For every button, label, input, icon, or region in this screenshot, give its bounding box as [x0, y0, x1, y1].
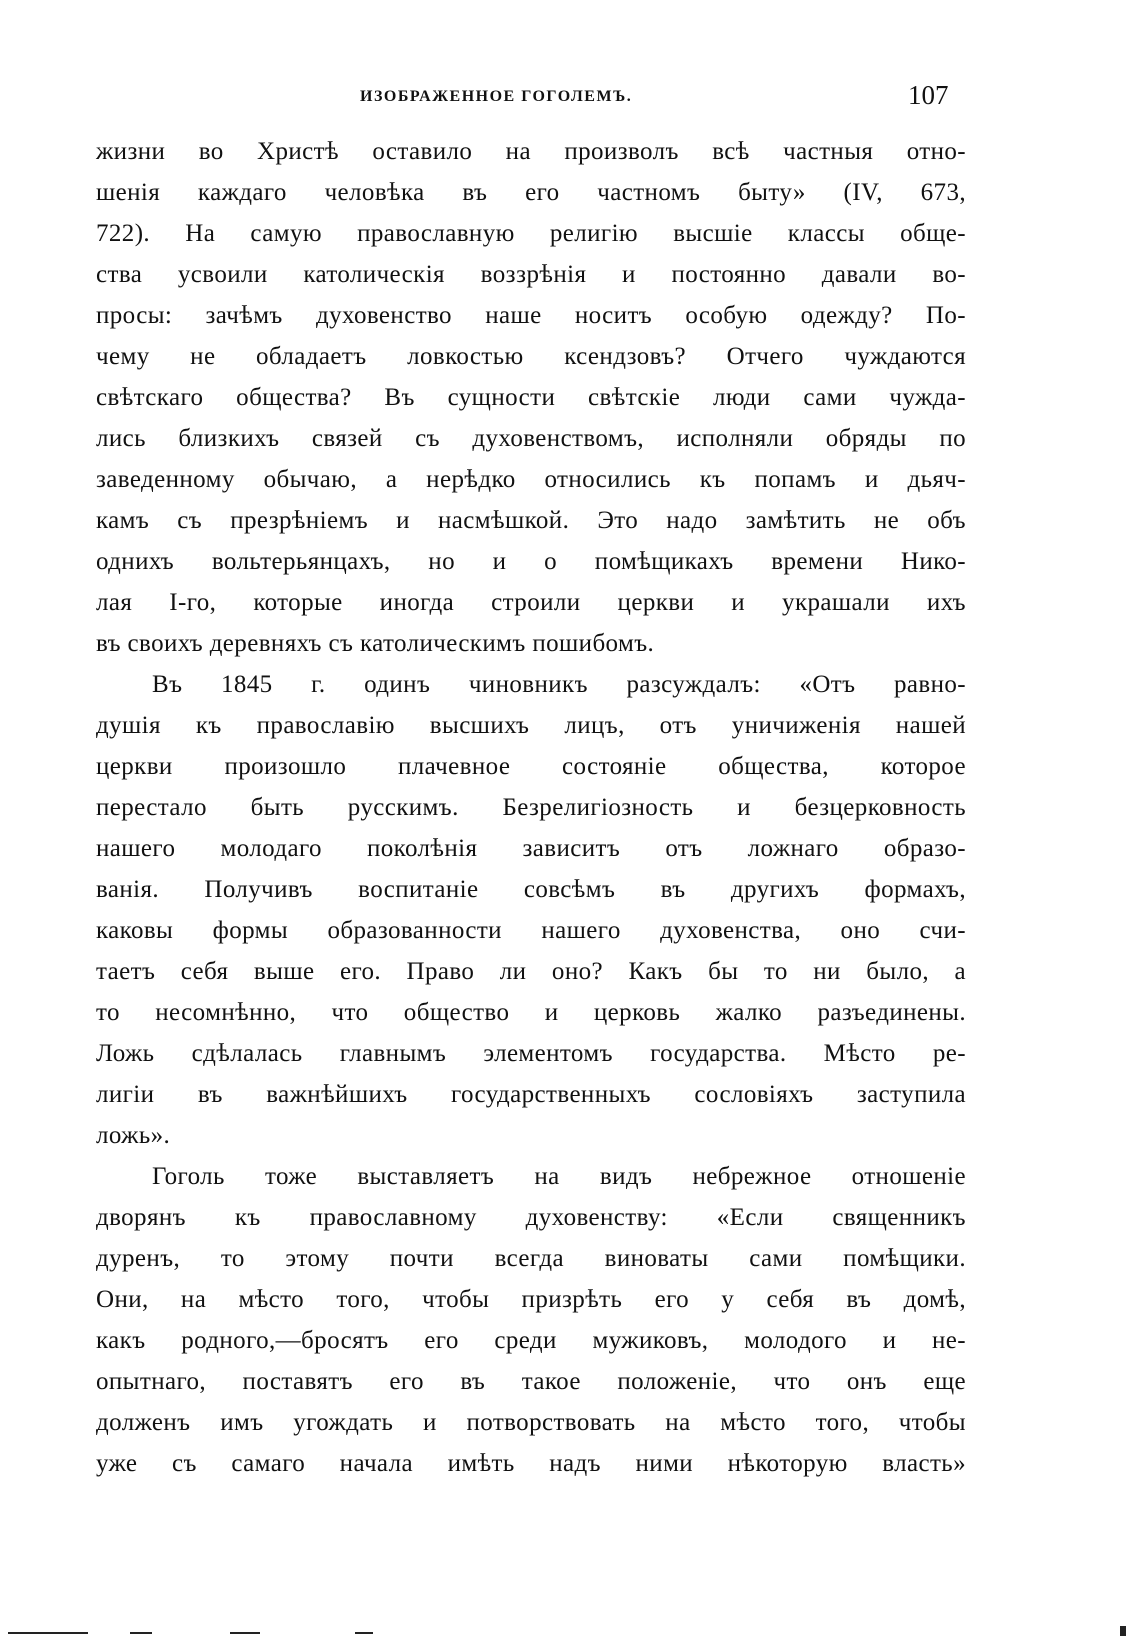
scan-edge-artifacts — [0, 1620, 1140, 1650]
text-line: ванія. Получивъ воспитаніе совсѣмъ въ другихъ формахъ, — [96, 876, 966, 903]
text-line: душія къ православію высшихъ лицъ, отъ уничиженія нашей — [96, 712, 966, 739]
text-line: таетъ себя выше его. Право ли оно? Какъ бы то ни было, а — [96, 958, 966, 985]
text-line: свѣтскаго общества? Въ сущности свѣтскіе люди сами чужда- — [96, 384, 966, 411]
text-line: Они, на мѣсто того, чтобы призрѣть его у себя въ домѣ, — [96, 1286, 966, 1313]
text-line: камъ съ презрѣніемъ и насмѣшкой. Это надо замѣтить не объ — [96, 507, 966, 534]
scan-mark — [355, 1632, 373, 1634]
text-line: каковы формы образованности нашего духовенства, оно счи- — [96, 917, 966, 944]
running-title: ИЗОБРАЖЕННОЕ ГОГОЛЕМЪ. — [360, 88, 633, 105]
text-line: нашего молодаго поколѣнія зависитъ отъ ложнаго образо- — [96, 835, 966, 862]
text-line: долженъ имъ угождать и потворствовать на мѣсто того, чтобы — [96, 1409, 966, 1436]
text-line: шенія каждаго человѣка въ его частномъ быту» (IV, 673, — [96, 179, 966, 206]
text-line: то несомнѣнно, что общество и церковь жалко разъединены. — [96, 999, 966, 1026]
text-line: какъ родного,—бросятъ его среди мужиковъ, молодого и не- — [96, 1327, 966, 1354]
text-line: дуренъ, то этому почти всегда виноваты сами помѣщики. — [96, 1245, 966, 1272]
paragraph-start-line: Гоголь тоже выставляетъ на видъ небрежное отношеніе — [152, 1163, 966, 1190]
text-line: уже съ самаго начала имѣть надъ ними нѣкоторую власть» — [96, 1450, 966, 1477]
text-line: чему не обладаетъ ловкостью ксендзовъ? Отчего чуждаются — [96, 343, 966, 370]
text-line: заведенному обычаю, а нерѣдко относились къ попамъ и дьяч- — [96, 466, 966, 493]
page-number: 107 — [908, 80, 949, 110]
text-line: ства усвоили католическія воззрѣнія и постоянно давали во- — [96, 261, 966, 288]
text-line: въ своихъ деревняхъ съ католическимъ пошибомъ. — [96, 630, 655, 657]
text-line: дворянъ къ православному духовенству: «Если священникъ — [96, 1204, 966, 1231]
text-line: однихъ вольтерьянцахъ, но и о помѣщикахъ времени Нико- — [96, 548, 966, 575]
scan-mark — [230, 1632, 260, 1634]
text-line: опытнаго, поставятъ его въ такое положеніе, что онъ еще — [96, 1368, 966, 1395]
text-line: лигіи въ важнѣйшихъ государственныхъ сословіяхъ заступила — [96, 1081, 966, 1108]
text-line: лись близкихъ связей съ духовенствомъ, исполняли обряды по — [96, 425, 966, 452]
text-line: перестало быть русскимъ. Безрелигіозность и безцерковность — [96, 794, 966, 821]
text-line: жизни во Христѣ оставило на произволъ всѣ частныя отно- — [96, 138, 966, 165]
paragraph-start-line: Въ 1845 г. одинъ чиновникъ разсуждалъ: «Отъ равно- — [152, 671, 966, 698]
text-line: 722). На самую православную религію высшіе классы обще- — [96, 220, 966, 247]
text-line: лая I-го, которые иногда строили церкви и украшали ихъ — [96, 589, 966, 616]
text-line: ложь». — [96, 1122, 171, 1149]
text-line: Ложь сдѣлалась главнымъ элементомъ государства. Мѣсто ре- — [96, 1040, 966, 1067]
scan-mark — [130, 1632, 152, 1634]
scan-mark — [1120, 1626, 1126, 1636]
text-line: просы: зачѣмъ духовенство наше носитъ особую одежду? По- — [96, 302, 966, 329]
text-line: церкви произошло плачевное состояніе общества, которое — [96, 753, 966, 780]
scan-mark — [8, 1632, 88, 1634]
